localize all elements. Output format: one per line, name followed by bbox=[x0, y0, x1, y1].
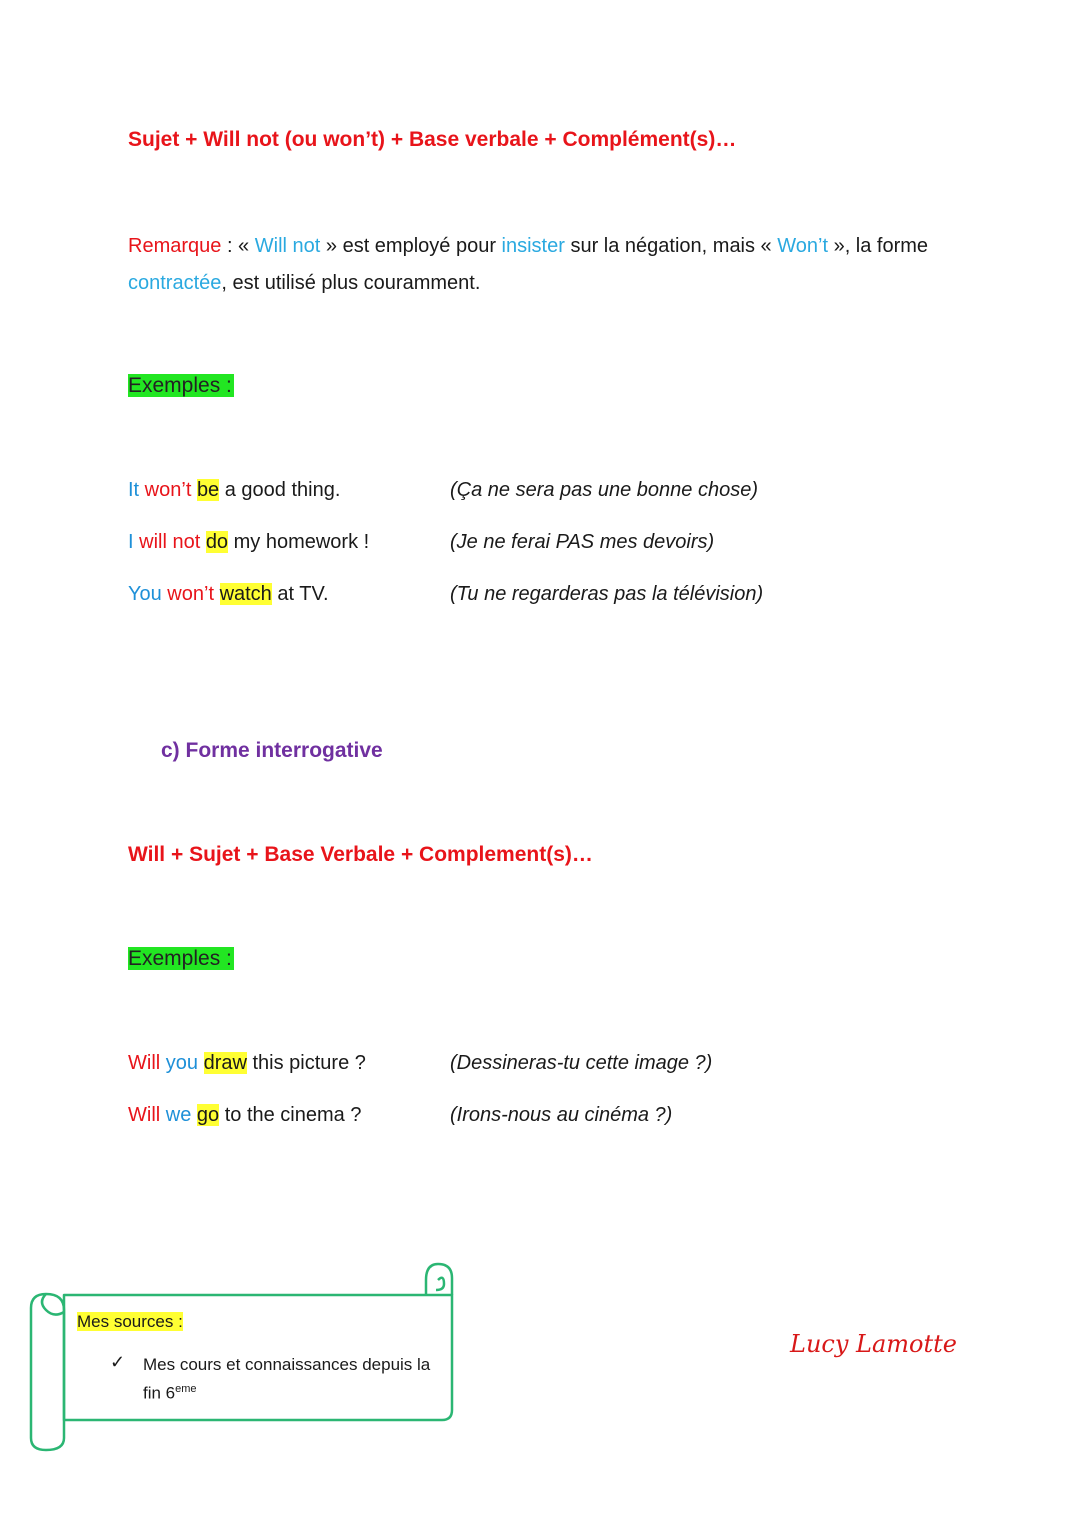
interrogative-form-rule: Will + Sujet + Base Verbale + Complement(s)… bbox=[128, 843, 593, 866]
highlighted-verb: watch bbox=[219, 583, 272, 605]
highlighted-verb: draw bbox=[203, 1052, 247, 1074]
highlighted-verb: go bbox=[196, 1104, 220, 1126]
example-sentence: It won’t be a good thing. bbox=[128, 479, 341, 501]
section-heading: c) Forme interrogative bbox=[161, 739, 383, 762]
example-sentence: I will not do my homework ! bbox=[128, 531, 370, 553]
highlighted-verb: be bbox=[196, 479, 220, 501]
example-translation: (Je ne ferai PAS mes devoirs) bbox=[450, 531, 715, 553]
remark-paragraph: Remarque : « Will not » est employé pour insister sur la négation, mais « Won’t », la forme contractée, est utilisé plus couramment. bbox=[128, 235, 929, 294]
example-sentence: You won’t watch at TV. bbox=[128, 583, 329, 605]
highlighted-verb: do bbox=[205, 531, 229, 553]
example-translation: (Tu ne regarderas pas la télévision) bbox=[450, 583, 764, 605]
example-sentence: Will you draw this picture ? bbox=[128, 1052, 366, 1074]
example-translation: (Ça ne sera pas une bonne chose) bbox=[450, 479, 758, 501]
example-sentence: Will we go to the cinema ? bbox=[128, 1104, 362, 1126]
check-icon: ✓ bbox=[110, 1352, 126, 1372]
wont-term: Won’t bbox=[777, 235, 829, 257]
remark-label: Remarque bbox=[128, 235, 222, 257]
negative-form-rule: Sujet + Will not (ou won’t) + Base verbale + Complément(s)… bbox=[128, 128, 737, 151]
sources-title: Mes sources : bbox=[77, 1312, 183, 1331]
signature: Lucy Lamotte bbox=[790, 1330, 957, 1358]
sources-item: Mes cours et connaissances depuis la fin 6eme bbox=[143, 1355, 431, 1403]
insister-term: insister bbox=[501, 235, 565, 257]
examples-label: Exemples : bbox=[128, 947, 232, 970]
contractee-term: contractée bbox=[128, 272, 222, 294]
example-translation: (Dessineras-tu cette image ?) bbox=[450, 1052, 713, 1074]
examples-label: Exemples : bbox=[128, 374, 232, 397]
will-not-term: Will not bbox=[254, 235, 321, 257]
example-translation: (Irons-nous au cinéma ?) bbox=[450, 1104, 673, 1126]
